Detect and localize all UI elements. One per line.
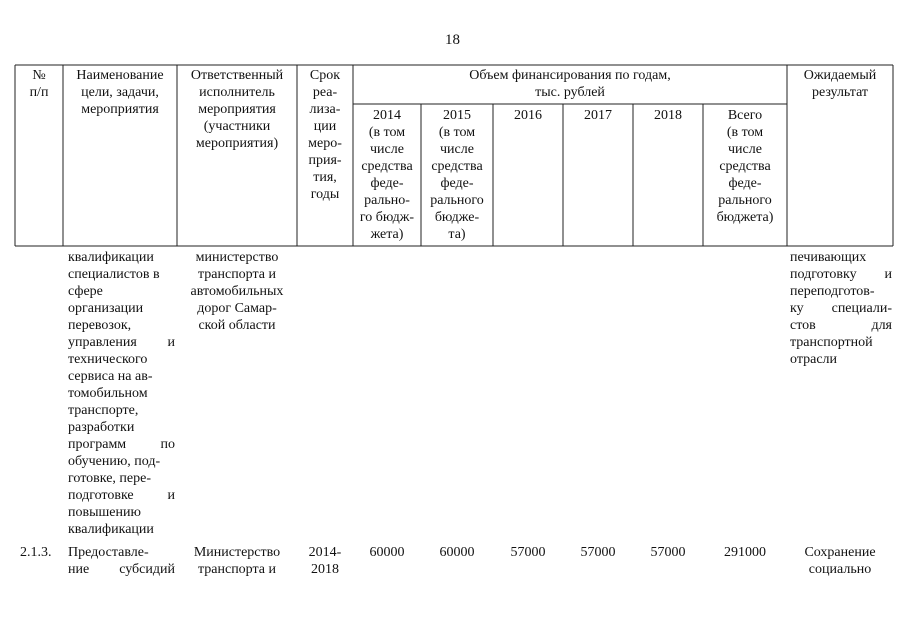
header-col-2014: 2014 (в том числе средства феде- рально- го бюдж- жета) xyxy=(359,108,415,242)
header-col-financing-group: Объем финансирования по годам, тыс. рублей xyxy=(469,68,671,100)
row-213-term: 2014- 2018 xyxy=(308,545,342,577)
header-col-number: № п/п xyxy=(29,68,49,100)
row-213-value-total: 291000 xyxy=(724,545,766,560)
page-number: 18 xyxy=(445,32,460,48)
header-col-name: Наименование цели, задачи, мероприятия xyxy=(76,68,164,117)
header-col-2015: 2015 (в том числе средства феде- рального бюдже- та) xyxy=(430,108,484,242)
row-213-value-2015: 60000 xyxy=(439,545,475,560)
header-col-result: Ожидаемый результат xyxy=(803,68,877,100)
continued-row-responsible: министерство транспорта и автомобильных дорог Самар- ской области xyxy=(190,250,284,333)
row-213-value-2014: 60000 xyxy=(369,545,405,560)
continued-row-name: квалификации специалистов в сфере организации перевозок, управления и технического сервиса на ав- томобильном транспорте, разработки программ по обучению, под- готовке, пере- подготовке и повышению квалификации xyxy=(68,250,175,537)
continued-row-result: печивающих подготовку и переподготов- ку специали- стов для транспортной отрасли xyxy=(790,250,892,367)
row-213-number: 2.1.3. xyxy=(20,545,52,560)
row-213-responsible: Министерство транспорта и xyxy=(193,545,281,577)
row-213-value-2017: 57000 xyxy=(580,545,616,560)
row-213-value-2016: 57000 xyxy=(510,545,546,560)
header-col-term: Срок реа- лиза- ции меро- прия- тия, годы xyxy=(308,68,342,202)
header-col-total: Всего (в том числе средства феде- рального бюджета) xyxy=(716,108,774,225)
row-213-result: Сохранение социально xyxy=(804,545,876,577)
header-col-2017: 2017 xyxy=(584,108,612,123)
header-col-responsible: Ответственный исполнитель мероприятия (участники мероприятия) xyxy=(190,68,284,151)
row-213-value-2018: 57000 xyxy=(650,545,686,560)
row-213-name: Предоставле- ние субсидий xyxy=(68,545,175,577)
header-col-2018: 2018 xyxy=(654,108,682,123)
header-col-2016: 2016 xyxy=(514,108,542,123)
